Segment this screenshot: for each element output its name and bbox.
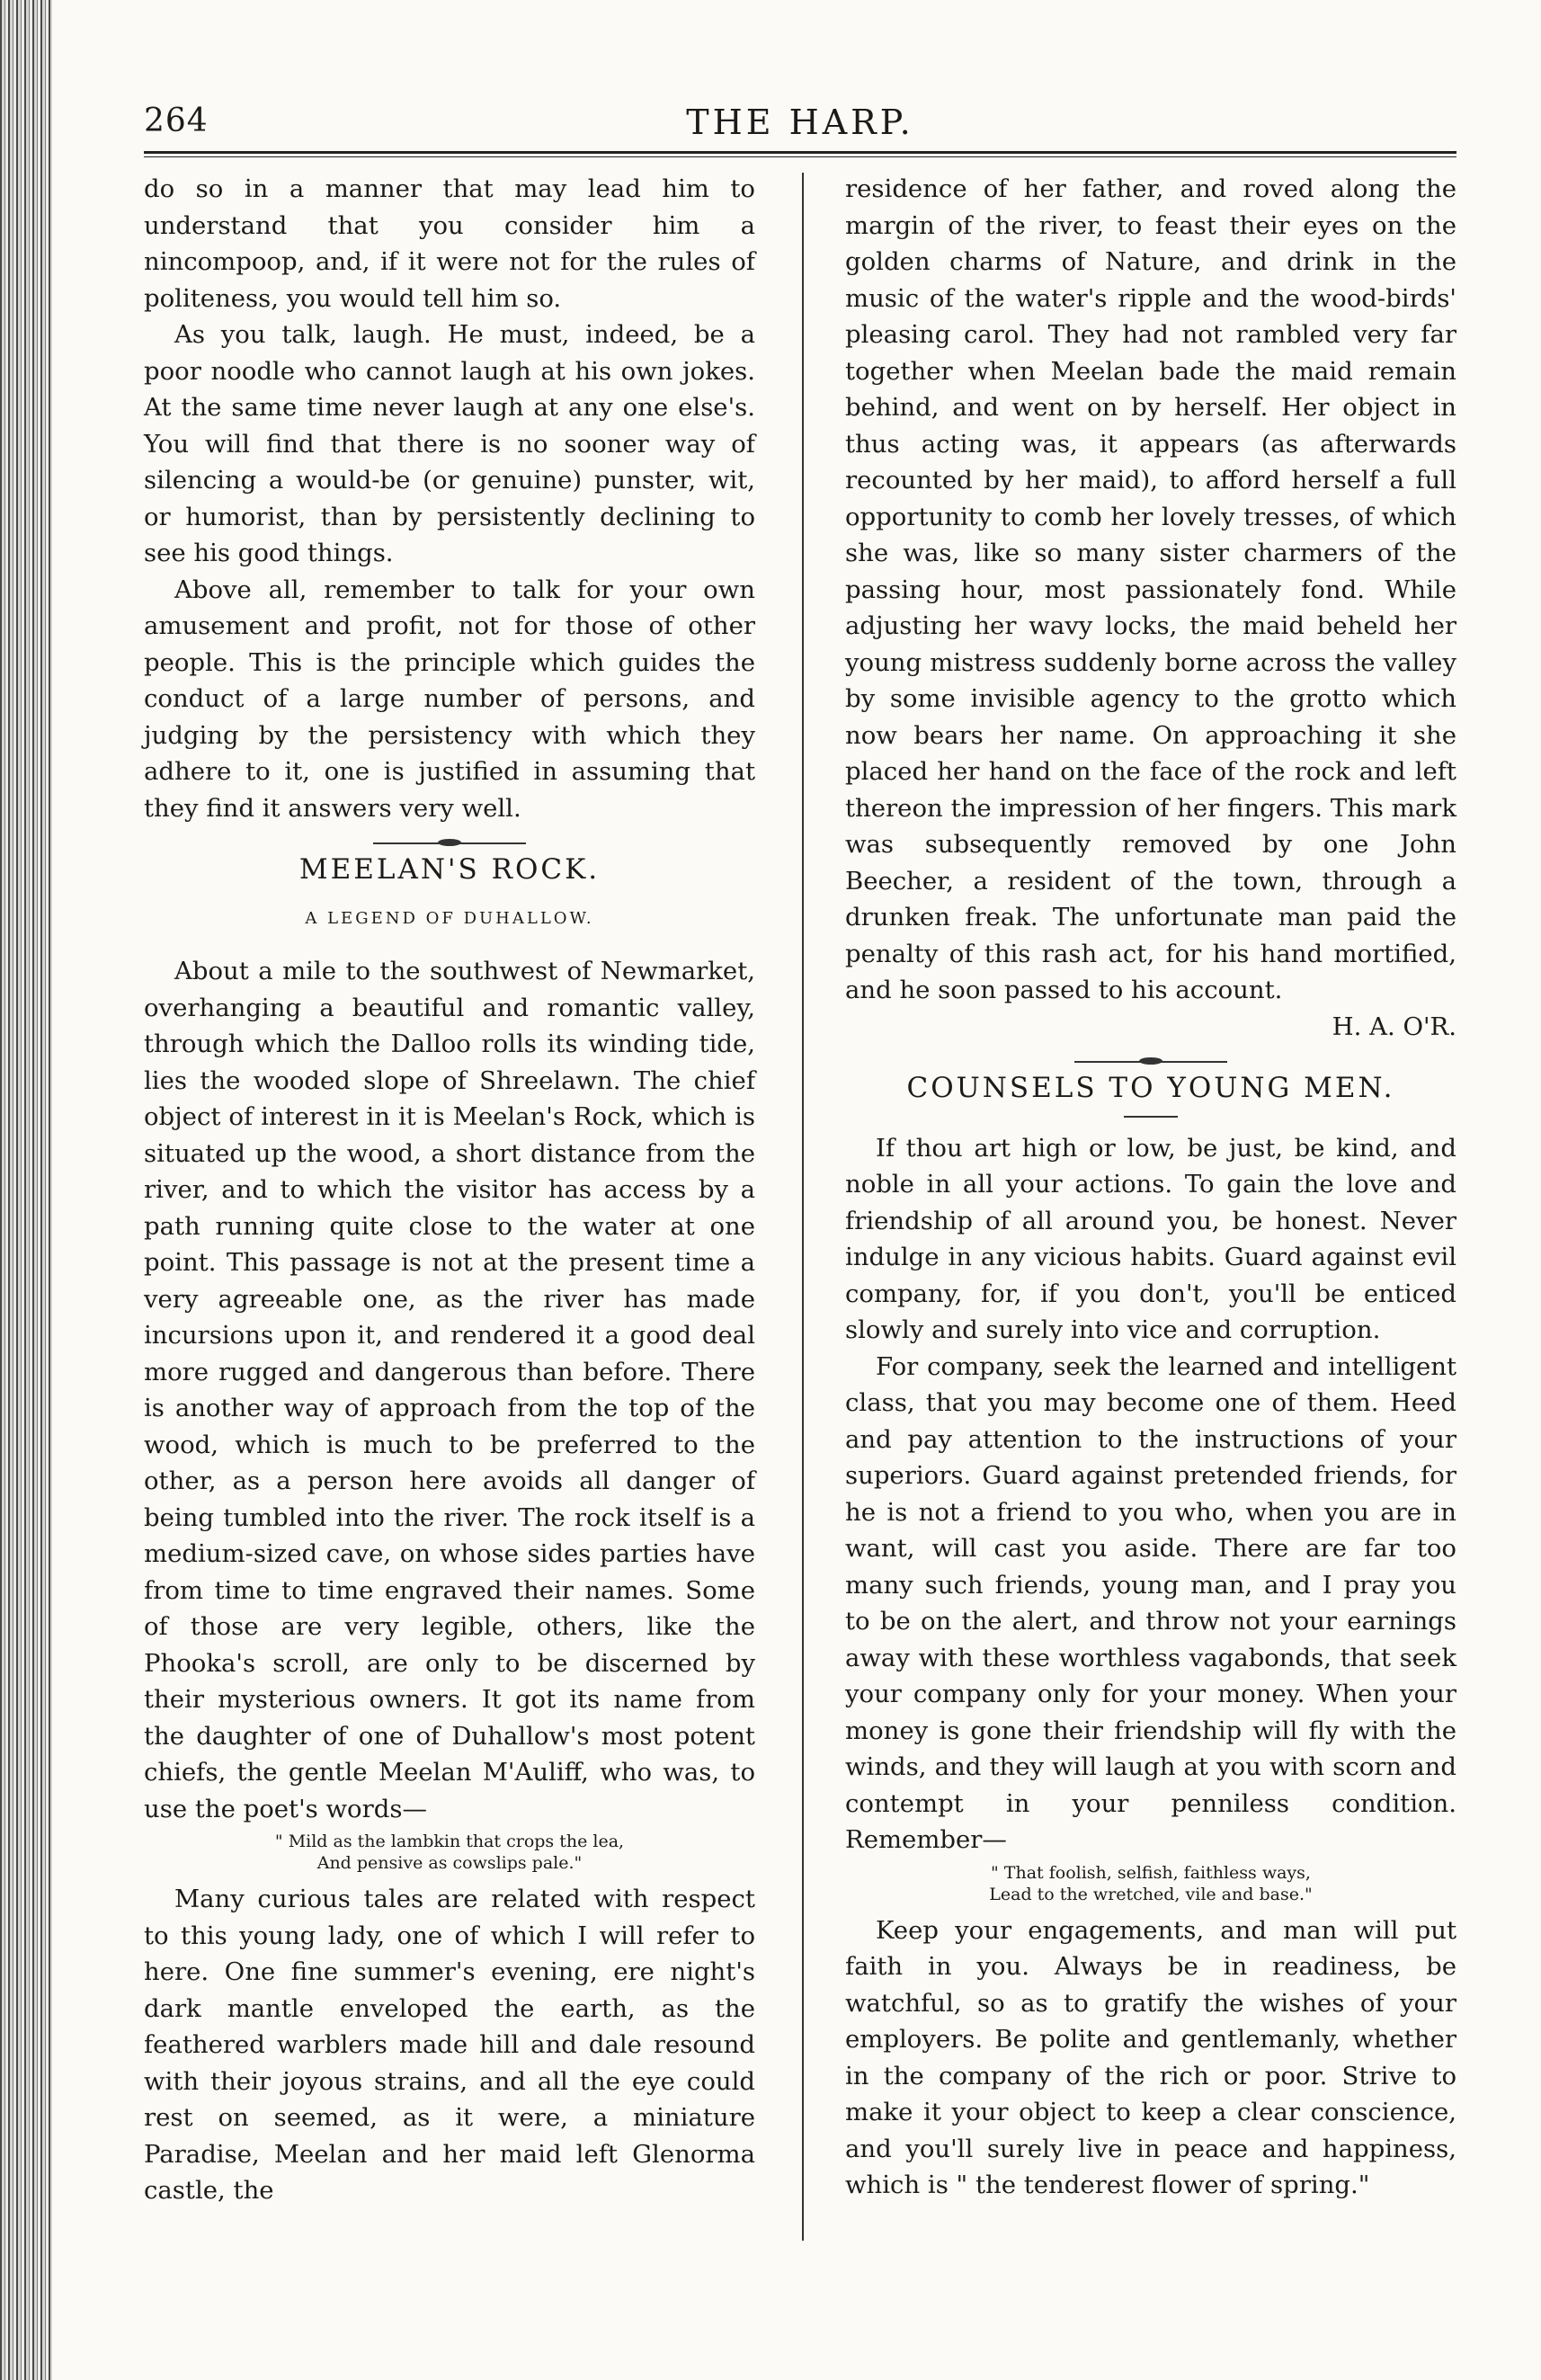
paragraph: About a mile to the southwest of Newmarket, overhanging a beautiful and romantic valley, through which the Dalloo rolls its winding tide, lies the wooded slope of Shreelawn. The chief object of interest in it is Meelan's Rock, which is situated up the wood, a short distance from the river, and to which the visitor has access by a path running quite close to the water at one point. This passage is not at the present time a very agreeable one, as the river has made incursions upon it, and rendered it a good deal more rugged and dangerous than before. There is another way of approach from the top of the wood, which is much to be preferred to the other, as a person here avoids all danger of being tumbled into the river. The rock itself is a medium-sized cave, on whose sides parties have from time to time engraved their names. Some of those are very legible, others, like the Phooka's scroll, are only to be discerned by their mysterious owners. It got its name from the daughter of one of Duhallow's most potent chiefs, the gentle Meelan M'Auliff, who was, to use the poet's words— [144,957,755,1823]
verse-line: " That foolish, selfish, faithless ways, [991,1862,1311,1883]
verse-quote [845,1862,1456,1905]
verse-quote [144,1831,755,1874]
article-title-counsels: COUNSELS TO YOUNG MEN. [906,1072,1395,1104]
left-column [144,171,755,2293]
paragraph: Above all, remember to talk for your own amusement and profit, not for those of other people. This is the principle which guides the conduct of a large number of persons, and judging by the persistency with which they adhere to it, one is justified in assuming that they find it answers very well. [144,575,755,823]
paragraph: For company, seek the learned and intelligent class, that you may become one of them. Heed and pay attention to the instructions of your superiors. Guard against pretended friends, for he is not a friend to you who, when you are in want, will cast you aside. There are far too many such friends, young man, and I pray you to be on the alert, and throw not your earnings away with these worthless vagabonds, that seek your company only for your money. When your money is gone their friendship will fly with the winds, and they will laugh at you with scorn and contempt in your penniless condition. Remember— [845,1351,1456,1854]
page-binding-edge [0,0,52,2380]
title-underline [1124,1116,1178,1118]
right-column [845,171,1456,2293]
running-title: THE HARP. [686,103,914,142]
author-signature: H. A. O'R. [1332,1012,1456,1041]
paragraph: Keep your engagements, and man will put faith in you. Always be in readiness, be watchful, so as to gratify the wishes of your employers. Be polite and gentlemanly, whether in the company of the rich or poor. Strive to make it your object to keep a clear conscience, and you'll surely live in peace and happiness, which is " the tenderest flower of spring." [845,1915,1456,2199]
verse-line: " Mild as the lambkin that crops the lea, [274,1832,625,1851]
paragraph: Many curious tales are related with respect to this young lady, one of which I will refer to here. One fine summer's evening, ere night's dark mantle enveloped the earth, as the feathered warblers made hill and dale resound with their joyous strains, and all the eye could rest on seemed, as it were, a miniature Paradise, Meelan and her maid left Glenorma castle, the [144,1885,755,2205]
verse-line: And pensive as cowslips pale." [316,1853,583,1873]
section-divider [1074,1061,1227,1063]
verse-line: Lead to the wretched, vile and base." [989,1884,1313,1904]
column-divider [802,173,804,2241]
header-rule [144,151,1456,157]
article-subtitle: A LEGEND OF DUHALLOW. [305,908,594,928]
paragraph: do so in a manner that may lead him to understand that you consider him a nincompoop, and, if it were not for the rules of politeness, you would tell him so. [144,174,755,313]
article-title-meelans-rock: MEELAN'S ROCK. [298,853,601,886]
running-head [144,99,1456,153]
newspaper-page [144,99,1456,2293]
section-divider [373,842,526,844]
paragraph: residence of her father, and roved along the margin of the river, to feast their eyes on the golden charms of Nature, and drink in the music of the water's ripple and the wood-birds' pleasing carol. They had not rambled very far together when Meelan bade the maid remain behind, and went on by herself. Her object in thus acting was, it appears (as afterwards recounted by her maid), to afford herself a full opportunity to comb her lovely tresses, of which she was, like so many sister charmers of the passing hour, most passionately fond. While adjusting her wavy locks, the maid beheld her young mistress suddenly borne across the valley by some invisible agency to the grotto which now bears her name. On approaching it she placed her hand on the face of the rock and left thereon the impression of her fingers. This mark was subsequently removed by one John Beecher, a resident of the town, through a drunken freak. The unfortunate man paid the penalty of this rash act, for his hand mortified, and he soon passed to his account. [845,174,1456,1004]
paragraph: If thou art high or low, be just, be kind, and noble in all your actions. To gain the love and friendship of all around you, be honest. Never indulge in any vicious habits. Guard against evil company, for, if you don't, you'll be enticed slowly and surely into vice and corruption. [845,1133,1456,1344]
page-number: 264 [144,103,209,139]
paragraph: As you talk, laugh. He must, indeed, be a poor noodle who cannot laugh at his own jokes. At the same time never laugh at any one else's. You will find that there is no sooner way of silencing a would-be (or genuine) punster, wit, or humorist, than by persistently declining to see his good things. [144,320,755,567]
